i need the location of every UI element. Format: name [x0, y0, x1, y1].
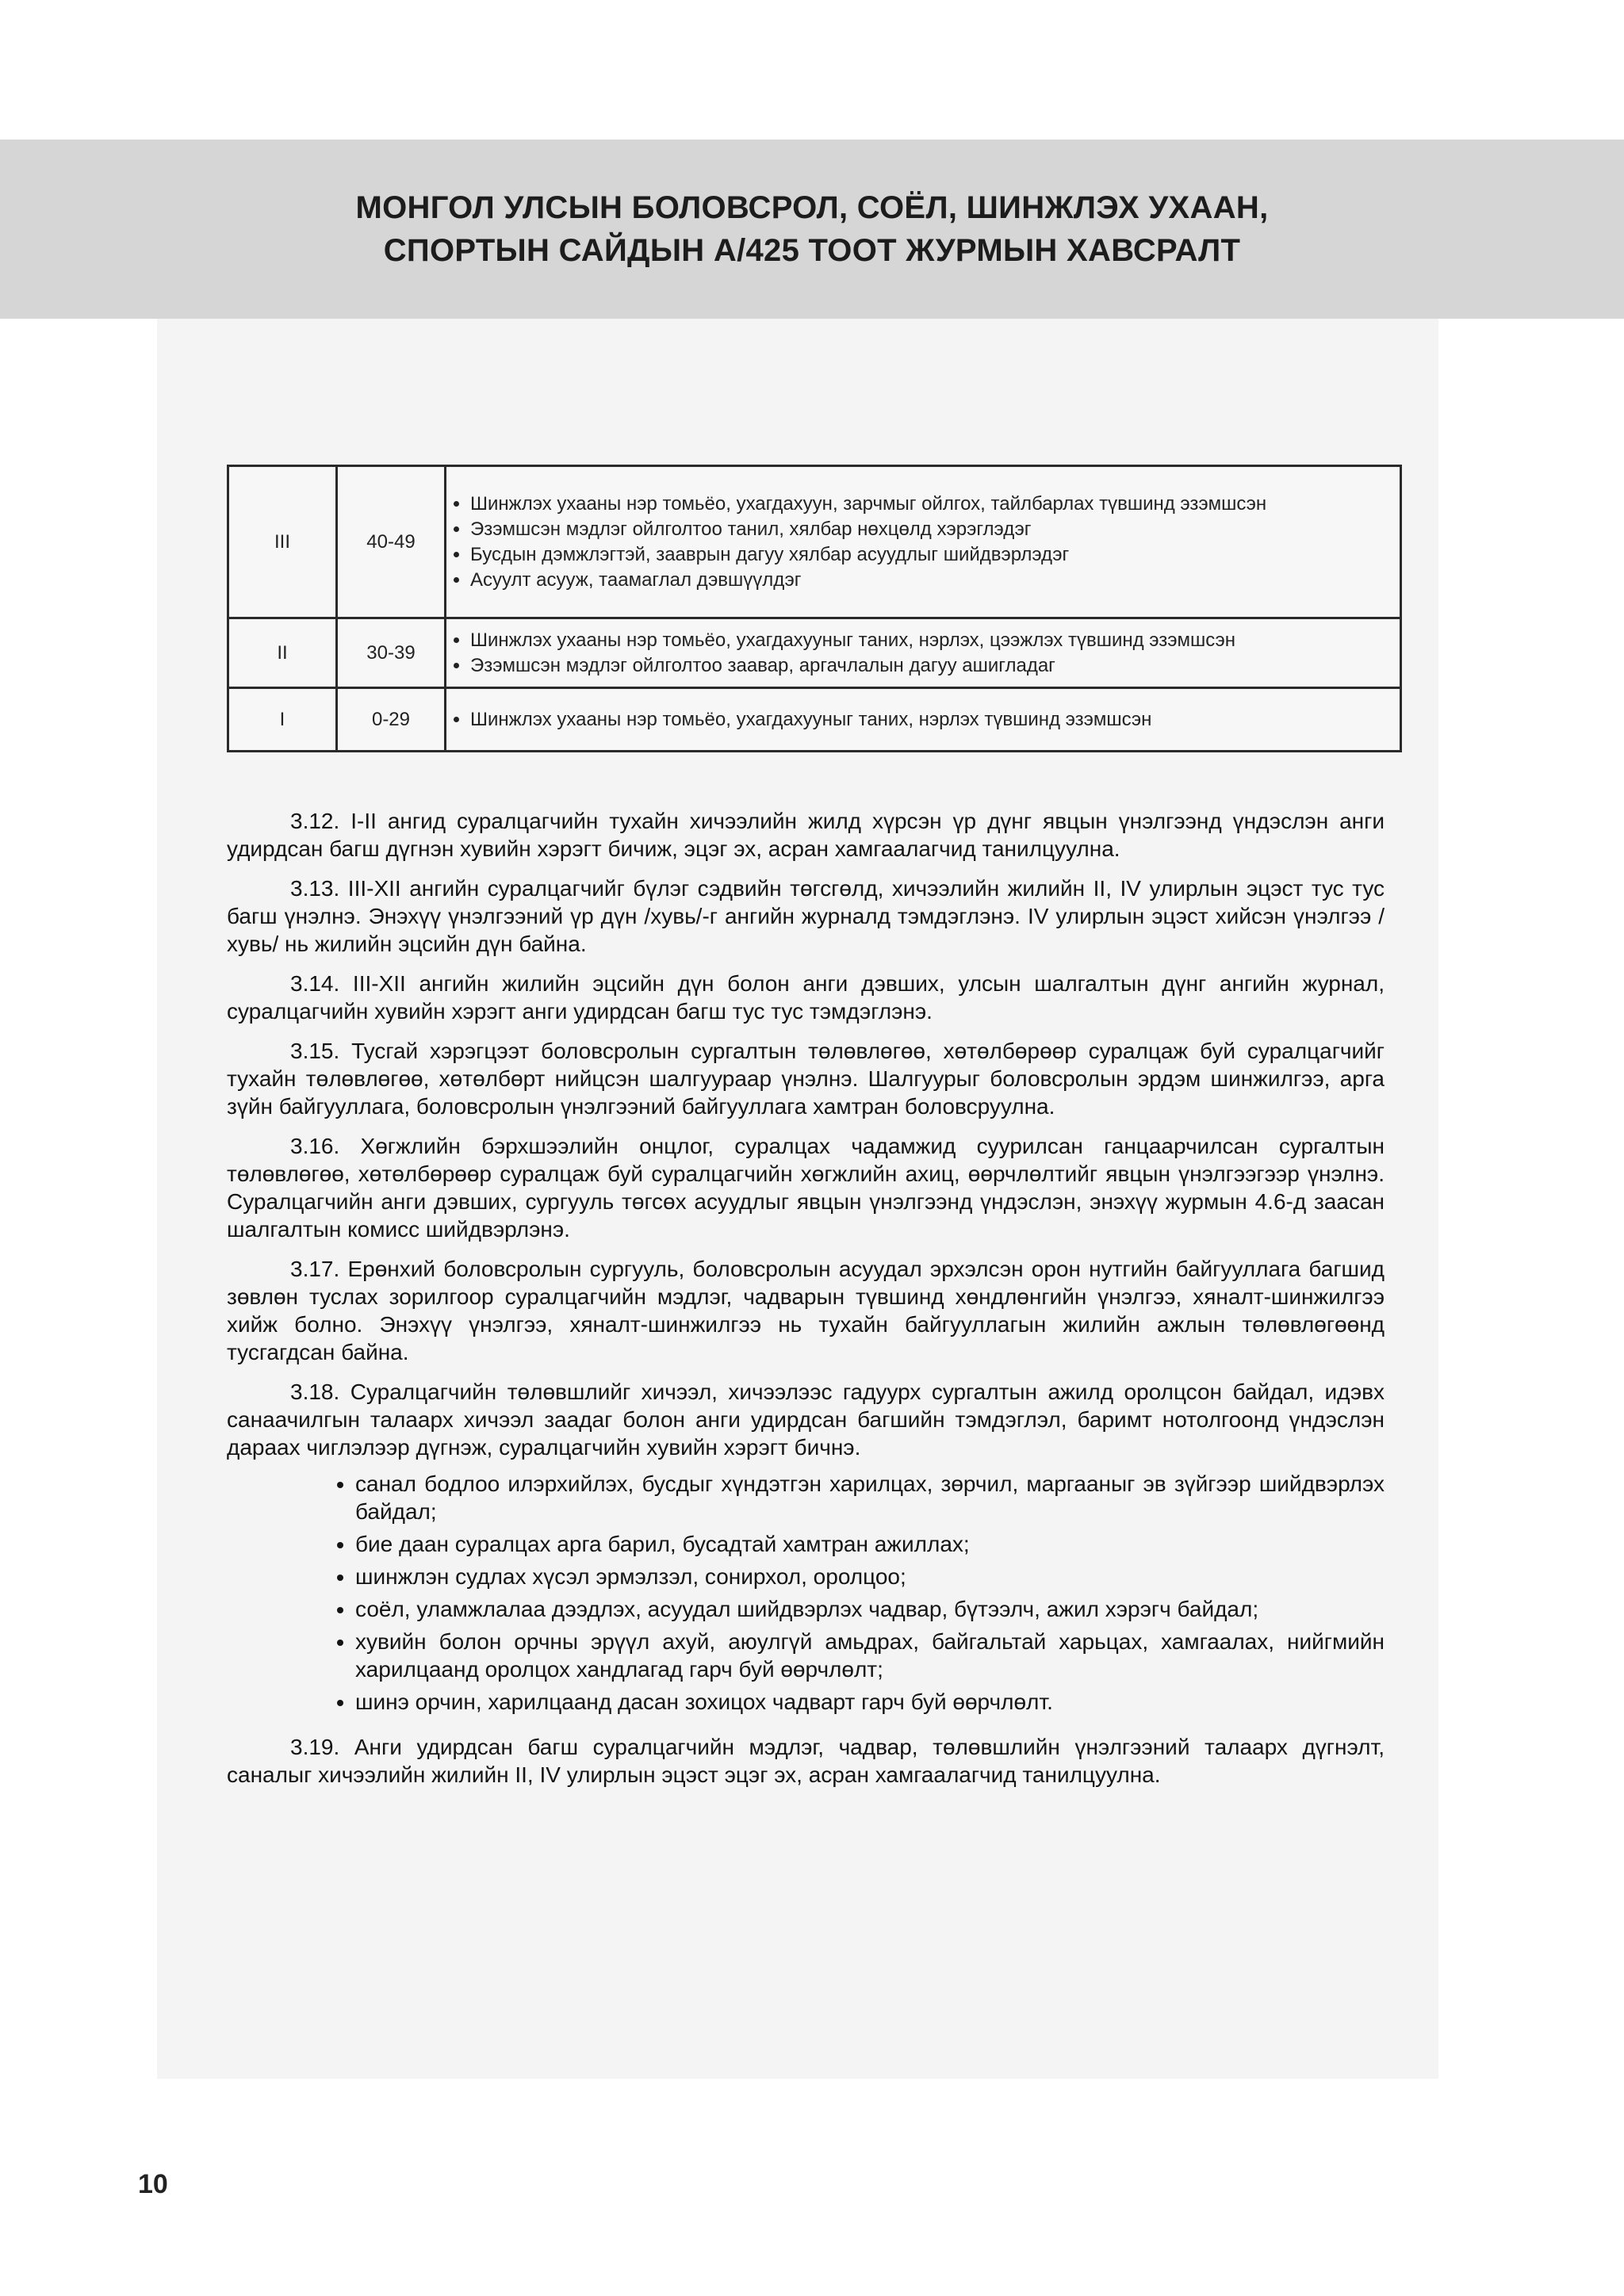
- list-item: • шинжлэн судлах хүсэл эрмэлзэл, сонирхол, оролцоо;: [355, 1563, 1385, 1590]
- list-item: • Шинжлэх ухааны нэр томьёо, ухагдахууныг таних, нэрлэх түвшинд эзэмшсэн: [470, 707, 1400, 733]
- grade-level-table: [227, 465, 1402, 752]
- list-item: • хувийн болон орчны эрүүл ахуй, аюулгүй амьдрах, байгальтай харьцах, хамгаалах, нийгмийн харилцаанд оролцох хандлагад гарч буй өөрчлөлт;: [355, 1628, 1385, 1683]
- level-cell: I: [228, 688, 337, 752]
- score-range-cell: 30-39: [337, 618, 446, 688]
- description-cell: [446, 466, 1401, 618]
- paragraph-3-17: 3.17. Ерөнхий боловсролын сургууль, боловсролын асуудал эрхэлсэн орон нутгийн байгууллага багшид зөвлөн туслах зорилгоор суралцагчийн мэдлэг, чадварын түвшинд хөндлөнгийн үнэлгээ, хяналт-шинжилгээ хийж болно. Энэхүү үнэлгээ, хяналт-шинжилгээ нь тухайн байгууллагын жилийн ажлын төлөвлөгөөнд тусгагдсан байна.: [227, 1257, 1385, 1364]
- header-title-line-1: МОНГОЛ УЛСЫН БОЛОВСРОЛ, СОЁЛ, ШИНЖЛЭХ УХААН,: [355, 190, 1269, 225]
- description-cell: [446, 618, 1401, 688]
- level-cell: III: [228, 466, 337, 618]
- paragraph-3-15: 3.15. Тусгай хэрэгцээт боловсролын сургалтын төлөвлөгөө, хөтөлбөрөөр суралцаж буй суралцагчийг тухайн төлөвлөгөө, хөтөлбөрт нийцсэн шалгуураар үнэлнэ. Шалгуурыг боловсролын эрдэм шинжилгээ, арга зүйн байгууллага, боловсролын үнэлгээний байгууллага хамтран боловсруулна.: [227, 1039, 1385, 1119]
- page-number: 10: [138, 2169, 168, 2199]
- paragraph-3-18: 3.18. Суралцагчийн төлөвшлийг хичээл, хичээлээс гадуурх сургалтын ажилд оролцсон байдал, идэвх санаачилгын талаарх хичээл заадаг болон анги удирдсан багшийн тэмдэглэл, баримт нотолгоонд үндэслэн дараах чиглэлээр дүгнэж, суралцагчийн хувийн хэрэгт бичнэ.: [227, 1380, 1385, 1460]
- paragraph-3-14: 3.14. III-XII ангийн жилийн эцсийн дүн болон анги дэвших, улсын шалгалтын дүнг ангийн журнал, суралцагчийн хувийн хэрэгт анги удирдсан багш тус тус тэмдэглэнэ.: [227, 971, 1385, 1024]
- list-item: • Шинжлэх ухааны нэр томьёо, ухагдахуун, зарчмыг ойлгох, тайлбарлах түвшинд эзэмшсэн: [470, 492, 1400, 517]
- table-row: [228, 466, 1401, 618]
- paragraph-3-19: 3.19. Анги удирдсан багш суралцагчийн мэдлэг, чадвар, төлөвшлийн үнэлгээний талаарх дүгнэлт, саналыг хичээлийн жилийн II, IV улирлын эцэст эцэг эх, асран хамгаалагчид танилцуулна.: [227, 1735, 1385, 1787]
- document-body: [227, 807, 1385, 1800]
- level-cell: II: [228, 618, 337, 688]
- paragraph-3-16: 3.16. Хөгжлийн бэрхшээлийн онцлог, суралцах чадамжид суурилсан ганцаарчилсан сургалтын төлөвлөгөө, хөтөлбөрөөр суралцаж буй суралцагчийн хөгжлийн ахиц, өөрчлөлтийг явцын үнэлгээгээр үнэлнэ. Суралцагчийн анги дэвших, сургууль төгсөх асуудлыг явцын үнэлгээнд үндэслэн, энэхүү журмын 4.6-д заасан шалгалтын комисс шийдвэрлэнэ.: [227, 1134, 1385, 1242]
- assessment-criteria-list: [227, 1470, 1385, 1716]
- list-item: • бие даан суралцах арга барил, бусадтай хамтран ажиллах;: [355, 1530, 1385, 1558]
- score-range-cell: 0-29: [337, 688, 446, 752]
- paragraph-3-13: 3.13. III-XII ангийн суралцагчийг бүлэг сэдвийн төгсгөлд, хичээлийн жилийн II, IV улирлын эцэст тус тус багш үнэлнэ. Энэхүү үнэлгээний үр дүн /хувь/-г ангийн журналд тэмдэглэнэ. IV улирлын эцэст хийсэн үнэлгээ /хувь/ нь жилийн эцсийн дүн байна.: [227, 876, 1385, 956]
- list-item: • Асуулт асууж, таамаглал дэвшүүлдэг: [470, 568, 1400, 593]
- list-item: • Бусдын дэмжлэгтэй, зааврын дагуу хялбар асуудлыг шийдвэрлэдэг: [470, 542, 1400, 568]
- paragraph-3-12: 3.12. I-II ангид суралцагчийн тухайн хичээлийн жилд хүрсэн үр дүнг явцын үнэлгээнд үндэслэн анги удирдсан багш дүгнэн хувийн хэрэгт бичиж, эцэг эх, асран хамгаалагчид танилцуулна.: [227, 809, 1385, 861]
- list-item: • санал бодлоо илэрхийлэх, бусдыг хүндэтгэн харилцах, зөрчил, маргааныг эв зүйгээр шийдвэрлэх байдал;: [355, 1470, 1385, 1525]
- table-row: [228, 688, 1401, 752]
- list-item: • Эзэмшсэн мэдлэг ойлголтоо танил, хялбар нөхцөлд хэрэглэдэг: [470, 517, 1400, 542]
- description-cell: [446, 688, 1401, 752]
- list-item: • Эзэмшсэн мэдлэг ойлголтоо заавар, аргачлалын дагуу ашигладаг: [470, 653, 1400, 679]
- list-item: • соёл, уламжлалаа дээдлэх, асуудал шийдвэрлэх чадвар, бүтээлч, ажил хэрэгч байдал;: [355, 1595, 1385, 1623]
- header-banner: [0, 140, 1624, 319]
- list-item: • шинэ орчин, харилцаанд дасан зохицох чадварт гарч буй өөрчлөлт.: [355, 1688, 1385, 1716]
- header-title-line-2: СПОРТЫН САЙДЫН А/425 ТООТ ЖУРМЫН ХАВСРАЛТ: [383, 233, 1241, 268]
- list-item: • Шинжлэх ухааны нэр томьёо, ухагдахууныг таних, нэрлэх, цээжлэх түвшинд эзэмшсэн: [470, 628, 1400, 653]
- score-range-cell: 40-49: [337, 466, 446, 618]
- table-row: [228, 618, 1401, 688]
